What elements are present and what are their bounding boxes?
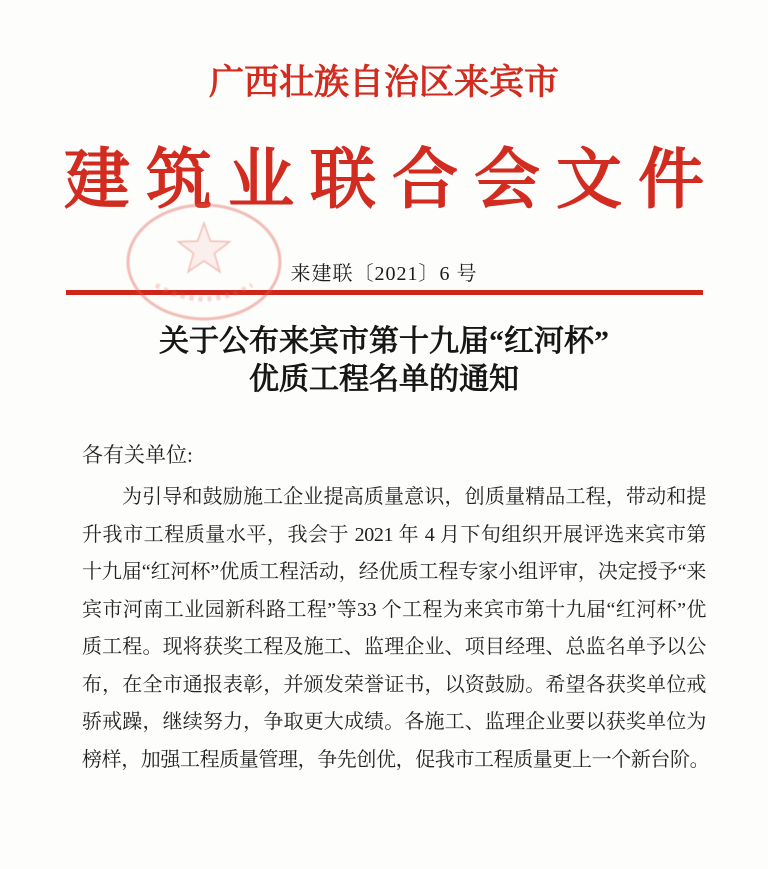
body-line: 榜样，加强工程质量管理，争先创优，促我市工程质量更上一个新台阶。 xyxy=(82,748,710,771)
body-line: 十九届“红河杯”优质工程活动，经优质工程专家小组评审，决定授予“来 xyxy=(82,561,706,583)
body-line: 骄戒躁，继续努力，争取更大成绩。各施工、监理企业要以获奖单位为 xyxy=(82,711,706,733)
body-line: 质工程。现将获奖工程及施工、监理企业、项目经理、总监名单予以公 xyxy=(82,636,706,658)
notice-title-line2: 优质工程名单的通知 xyxy=(249,363,519,396)
notice-title xyxy=(0,323,768,399)
issuing-region-heading: 广西壮族自治区来宾市 xyxy=(208,63,559,102)
body-line: 升我市工程质量水平，我会于 2021 年 4 月下旬组织开展评选来宾市第 xyxy=(82,523,706,546)
body-line: 宾市河南工业园新科路工程”等33 个工程为来宾市第十九届“红河杯”优 xyxy=(82,598,706,621)
notice-body xyxy=(82,479,710,779)
body-line: 为引导和鼓励施工企业提高质量意识，创质量精品工程，带动和提 xyxy=(122,486,706,508)
salutation: 各有关单位: xyxy=(82,443,193,467)
notice-title-line1: 关于公布来宾市第十九届“红河杯” xyxy=(159,325,609,358)
body-line: 布，在全市通报表彰，并颁发荣誉证书，以资鼓励。希望各获奖单位戒 xyxy=(82,673,706,696)
red-header-title: 建筑业联合会文件 xyxy=(64,144,720,217)
red-divider-line xyxy=(66,290,703,295)
document-number: 来建联〔2021〕6 号 xyxy=(290,263,478,285)
